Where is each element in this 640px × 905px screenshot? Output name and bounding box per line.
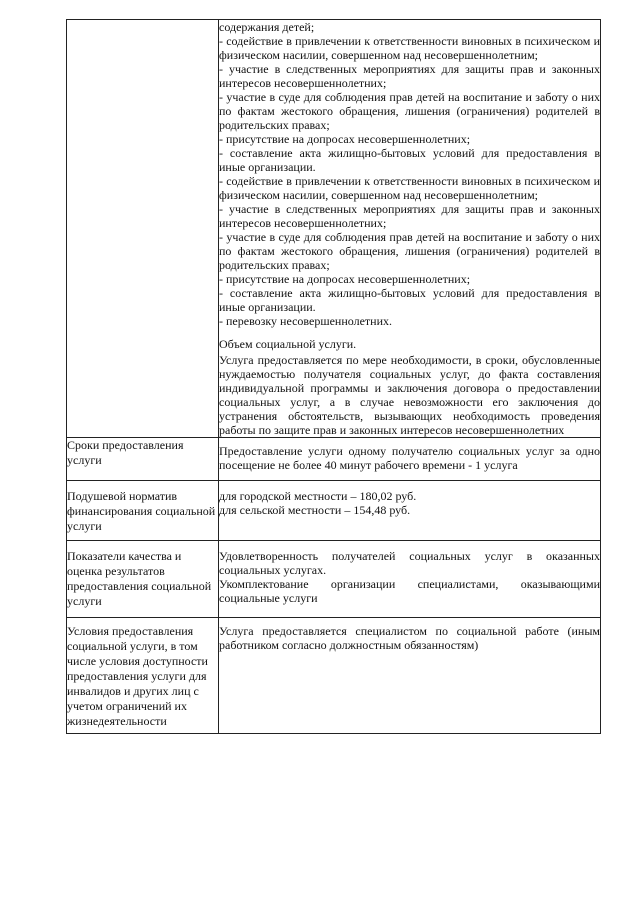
service-table xyxy=(66,19,601,734)
text-line: Удовлетворенность получателей социальных услуг в оказанных социальных услугах. xyxy=(219,549,600,577)
text-line: - присутствие на допросах несовершеннолетних; xyxy=(219,132,471,146)
text-line: - содействие в привлечении к ответственности виновных в психическом и физическом насилии, совершенном над несовершеннолетним; xyxy=(219,34,600,62)
text-line: - участие в суде для соблюдения прав детей на воспитание и заботу о них по фактам жестокого обращения, лишения (ограничения) родителей в родительских правах; xyxy=(219,90,600,132)
volume-section xyxy=(219,337,600,437)
text-line: - участие в следственных мероприятиях для защиты прав и законных интересов несовершеннолетних; xyxy=(219,202,600,230)
label-cell: Показатели качества и оценка результатов предоставления социальной услуги xyxy=(67,541,219,618)
label-cell: Сроки предоставления услуги xyxy=(67,438,219,481)
table-row xyxy=(67,481,601,541)
description-cell xyxy=(219,20,601,438)
text-line: - присутствие на допросах несовершеннолетних; xyxy=(219,272,471,286)
label-cell: Подушевой норматив финансирования социальной услуги xyxy=(67,481,219,541)
volume-heading: Объем социальной услуги. xyxy=(219,337,357,351)
table-row xyxy=(67,618,601,734)
description-cell xyxy=(219,541,601,618)
text-line: - содействие в привлечении к ответственности виновных в психическом и физическом насилии, совершенном над несовершеннолетним; xyxy=(219,174,600,202)
label-cell: Условия предоставления социальной услуги, в том числе условия доступности предоставления услуги для инвалидов и других лиц с учетом ограничений их жизнедеятельности xyxy=(67,618,219,734)
text-line: - составление акта жилищно-бытовых условий для предоставления в иные организации. xyxy=(219,286,600,314)
description-cell xyxy=(219,438,601,481)
text-line: - участие в суде для соблюдения прав детей на воспитание и заботу о них по фактам жестокого обращения, лишения (ограничения) родителей в родительских правах; xyxy=(219,230,600,272)
label-cell-empty xyxy=(67,20,219,438)
text-line: Укомплектование организации специалистами, оказывающими социальные услуги xyxy=(219,577,600,605)
volume-text: Услуга предоставляется по мере необходимости, в сроки, обусловленные нуждаемостью получателя социальных услуг, до факта составления индивидуальной программы и заключения договора о предоставлении социальных услуг, а в случае невозможности его заключения до устранения обстоятельств, вызывающих необходимость проведения работы по защите прав и законных интересов несовершеннолетних xyxy=(219,353,600,437)
description-cell xyxy=(219,481,601,541)
text-line: содержания детей; xyxy=(219,20,315,34)
text-line: Предоставление услуги одному получателю социальных услуг за одно посещение не более 40 минут рабочего времени - 1 услуга xyxy=(219,444,600,472)
text-line: для сельской местности – 154,48 руб. xyxy=(219,503,411,517)
text-line: для городской местности – 180,02 руб. xyxy=(219,489,417,503)
table-row xyxy=(67,541,601,618)
description-cell xyxy=(219,618,601,734)
text-line: - перевозку несовершеннолетних. xyxy=(219,314,393,328)
text-line: Услуга предоставляется специалистом по социальной работе (иным работником согласно должностным обязанностям) xyxy=(219,624,600,652)
text-line: - участие в следственных мероприятиях для защиты прав и законных интересов несовершеннолетних; xyxy=(219,62,600,90)
table-row xyxy=(67,438,601,481)
table-row xyxy=(67,20,601,438)
text-line: - составление акта жилищно-бытовых условий для предоставления в иные организации. xyxy=(219,146,600,174)
